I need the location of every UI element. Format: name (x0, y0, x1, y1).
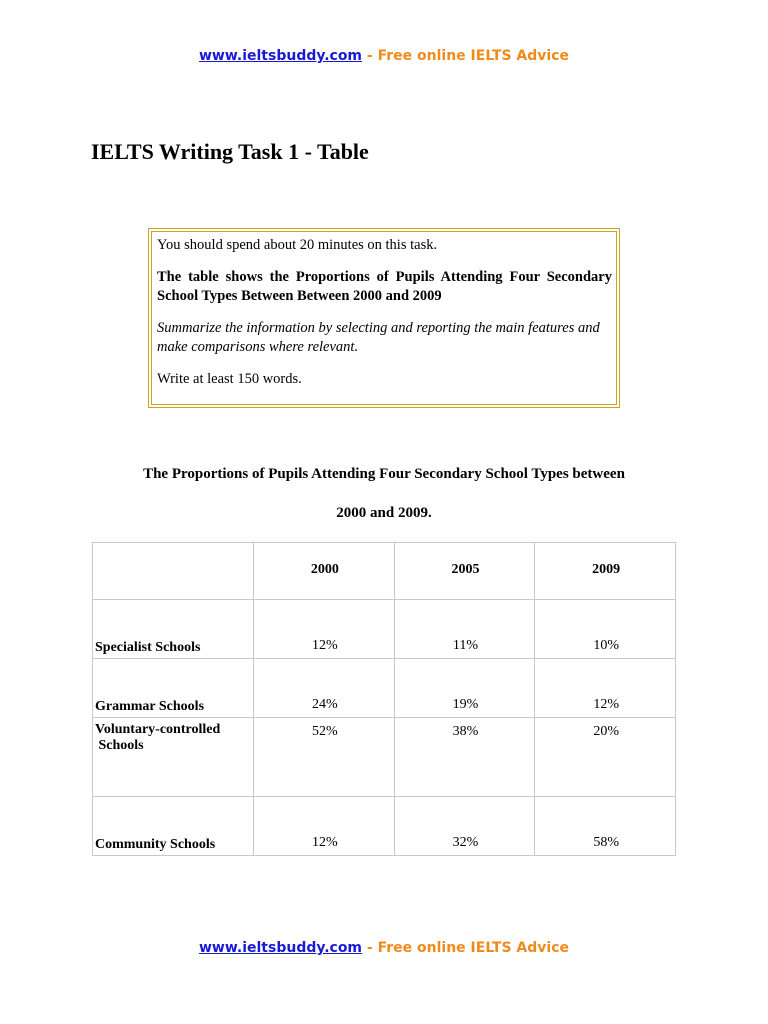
site-tagline: Free online IELTS Advice (377, 48, 570, 64)
table-cell: 11% (394, 600, 535, 659)
header-cell-2005: 2005 (394, 543, 535, 600)
table-row (93, 718, 676, 797)
table-cell: 19% (394, 659, 535, 718)
data-table (92, 542, 676, 856)
header-cell-2000: 2000 (254, 543, 395, 600)
header-cell-2009: 2009 (535, 543, 676, 600)
row-label-grammar: Grammar Schools (93, 659, 254, 718)
table-row (93, 600, 676, 659)
table-caption-line2: 2000 and 2009. (336, 505, 432, 521)
site-separator-footer: - (362, 940, 378, 956)
table-cell: 12% (254, 600, 395, 659)
site-link-footer[interactable]: www.ieltsbuddy.com (198, 940, 363, 956)
site-tagline-footer: Free online IELTS Advice (377, 940, 570, 956)
table-cell: 24% (254, 659, 395, 718)
table-cell: 32% (394, 797, 535, 856)
table-header-row (93, 543, 676, 600)
page-title: IELTS Writing Task 1 - Table (91, 139, 369, 164)
table-cell: 10% (535, 600, 676, 659)
table-cell: 20% (535, 718, 676, 797)
site-header (0, 48, 768, 64)
table-cell: 12% (254, 797, 395, 856)
table-row (93, 659, 676, 718)
row-label-voluntary (93, 718, 254, 797)
row-label-voluntary-line2: Schools (95, 738, 144, 753)
table-row (93, 797, 676, 856)
task-word-count: Write at least 150 words. (157, 371, 302, 387)
task-instruction: Summarize the information by selecting and reporting the main features and make comparisons where relevant. (157, 320, 600, 355)
table-caption-line1: The Proportions of Pupils Attending Four Secondary School Types between (143, 466, 625, 482)
task-time: You should spend about 20 minutes on this task. (157, 237, 438, 253)
table-cell: 38% (394, 718, 535, 797)
row-label-community: Community Schools (93, 797, 254, 856)
header-cell-empty (93, 543, 254, 600)
table-cell: 12% (535, 659, 676, 718)
row-label-voluntary-line1: Voluntary-controlled (95, 722, 221, 737)
table-cell: 52% (254, 718, 395, 797)
site-link[interactable]: www.ieltsbuddy.com (198, 48, 363, 64)
row-label-specialist: Specialist Schools (93, 600, 254, 659)
table-cell: 58% (535, 797, 676, 856)
task-prompt: The table shows the Proportions of Pupils Attending Four Secondary School Types Between Between 2000 and 2009 (157, 269, 612, 304)
site-footer (0, 940, 768, 956)
site-separator: - (362, 48, 378, 64)
task-box (148, 228, 620, 408)
task-box-inner (151, 231, 617, 405)
